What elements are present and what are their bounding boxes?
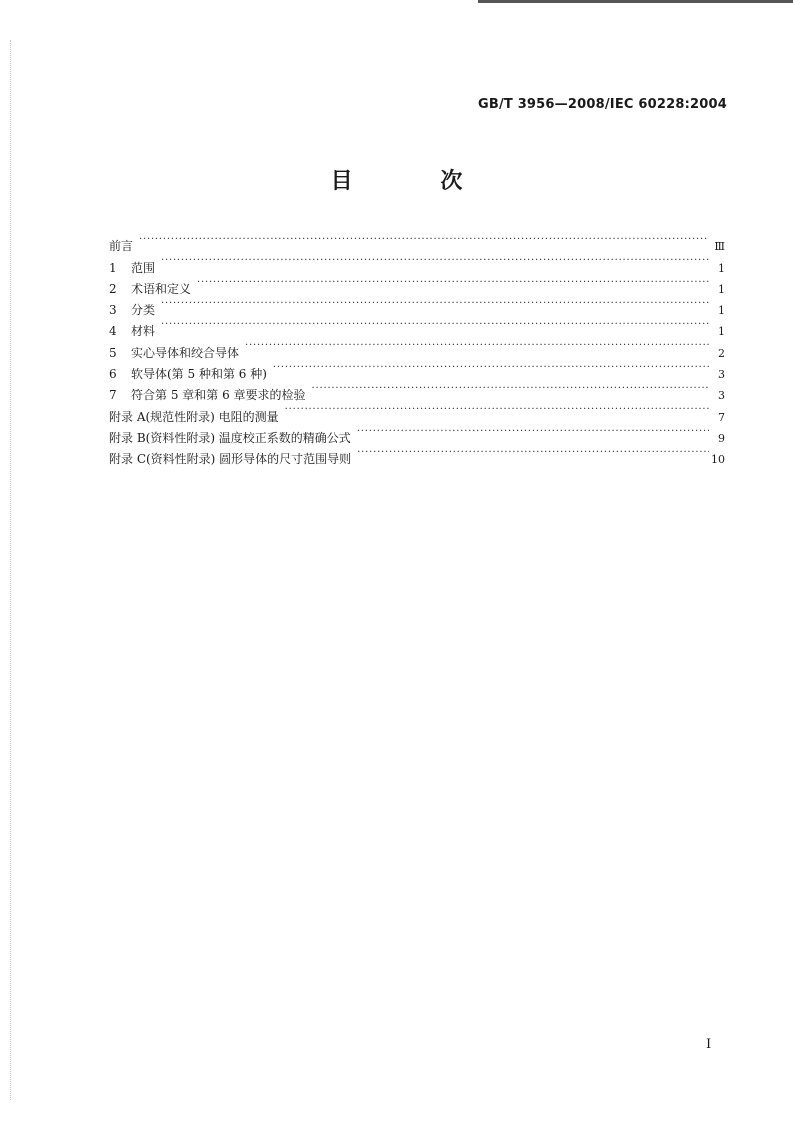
toc-entry-3[interactable]: [109, 293, 725, 318]
binding-edge: [10, 40, 11, 1100]
standard-number: GB/T 3956—2008/IEC 60228:2004: [477, 97, 727, 112]
toc-leader: [161, 314, 709, 335]
toc-leader: [357, 442, 709, 463]
toc-entry-page: 3: [718, 368, 725, 382]
toc-entry-number: 3: [109, 303, 117, 318]
toc-entry-number: 6: [109, 367, 117, 382]
toc-entry-label: 材料: [131, 324, 156, 339]
toc-leader: [357, 421, 709, 442]
toc-entry-number: 2: [109, 281, 117, 296]
toc-entry-page: 1: [718, 282, 725, 296]
toc-entry-page: Ⅲ: [714, 240, 725, 254]
toc-leader: [312, 378, 709, 399]
toc-leader: [161, 293, 709, 314]
toc-entry-5[interactable]: [109, 335, 725, 360]
toc-entry-page: 1: [718, 261, 725, 275]
toc-entry-foreword[interactable]: [109, 229, 725, 254]
toc-entry-label: 术语和定义: [131, 281, 192, 296]
toc-entry-page: 9: [718, 431, 725, 445]
toc-entry-2[interactable]: [109, 272, 725, 296]
toc-entry-label: 前言: [109, 239, 134, 254]
toc-entry-label: 分类: [131, 303, 156, 318]
toc-entry-label: 附录 A(规范性附录) 电阻的测量: [109, 409, 279, 424]
toc-entry-label: 范围: [131, 260, 156, 275]
toc-entry-1[interactable]: [109, 250, 725, 275]
toc-entry-label: 附录 B(资料性附录) 温度校正系数的精确公式: [109, 430, 351, 445]
toc-entry-label: 实心导体和绞合导体: [131, 345, 240, 360]
toc-entry-label: 符合第 5 章和第 6 章要求的检验: [131, 388, 306, 403]
toc-entry-number: 7: [109, 388, 117, 403]
toc-entry-number: 4: [109, 324, 117, 339]
toc-entry-page: 7: [718, 410, 725, 424]
toc-entry-page: 2: [718, 346, 725, 360]
toc-leader: [273, 357, 709, 378]
toc-entry-label: 附录 C(资料性附录) 圆形导体的尺寸范围导则: [109, 452, 352, 467]
page-number: I: [706, 1037, 712, 1052]
toc-leader: [161, 250, 709, 271]
toc-entry-4[interactable]: [109, 314, 725, 339]
toc-entry-label: 软导体(第 5 种和第 6 种): [131, 367, 267, 382]
toc-leader: [139, 229, 709, 250]
toc-entry-page: 10: [711, 453, 725, 467]
toc-entry-number: 5: [109, 345, 117, 360]
table-of-contents: [109, 229, 725, 467]
toc-entry-number: 1: [109, 260, 117, 275]
toc-leader: [197, 272, 709, 293]
toc-leader: [245, 335, 709, 356]
toc-entry-page: 3: [718, 389, 725, 403]
toc-leader: [285, 399, 709, 420]
top-rule: [478, 0, 793, 3]
toc-entry-page: 1: [718, 304, 725, 318]
toc-entry-page: 1: [718, 325, 725, 339]
page-title: 目 次: [330, 169, 503, 194]
